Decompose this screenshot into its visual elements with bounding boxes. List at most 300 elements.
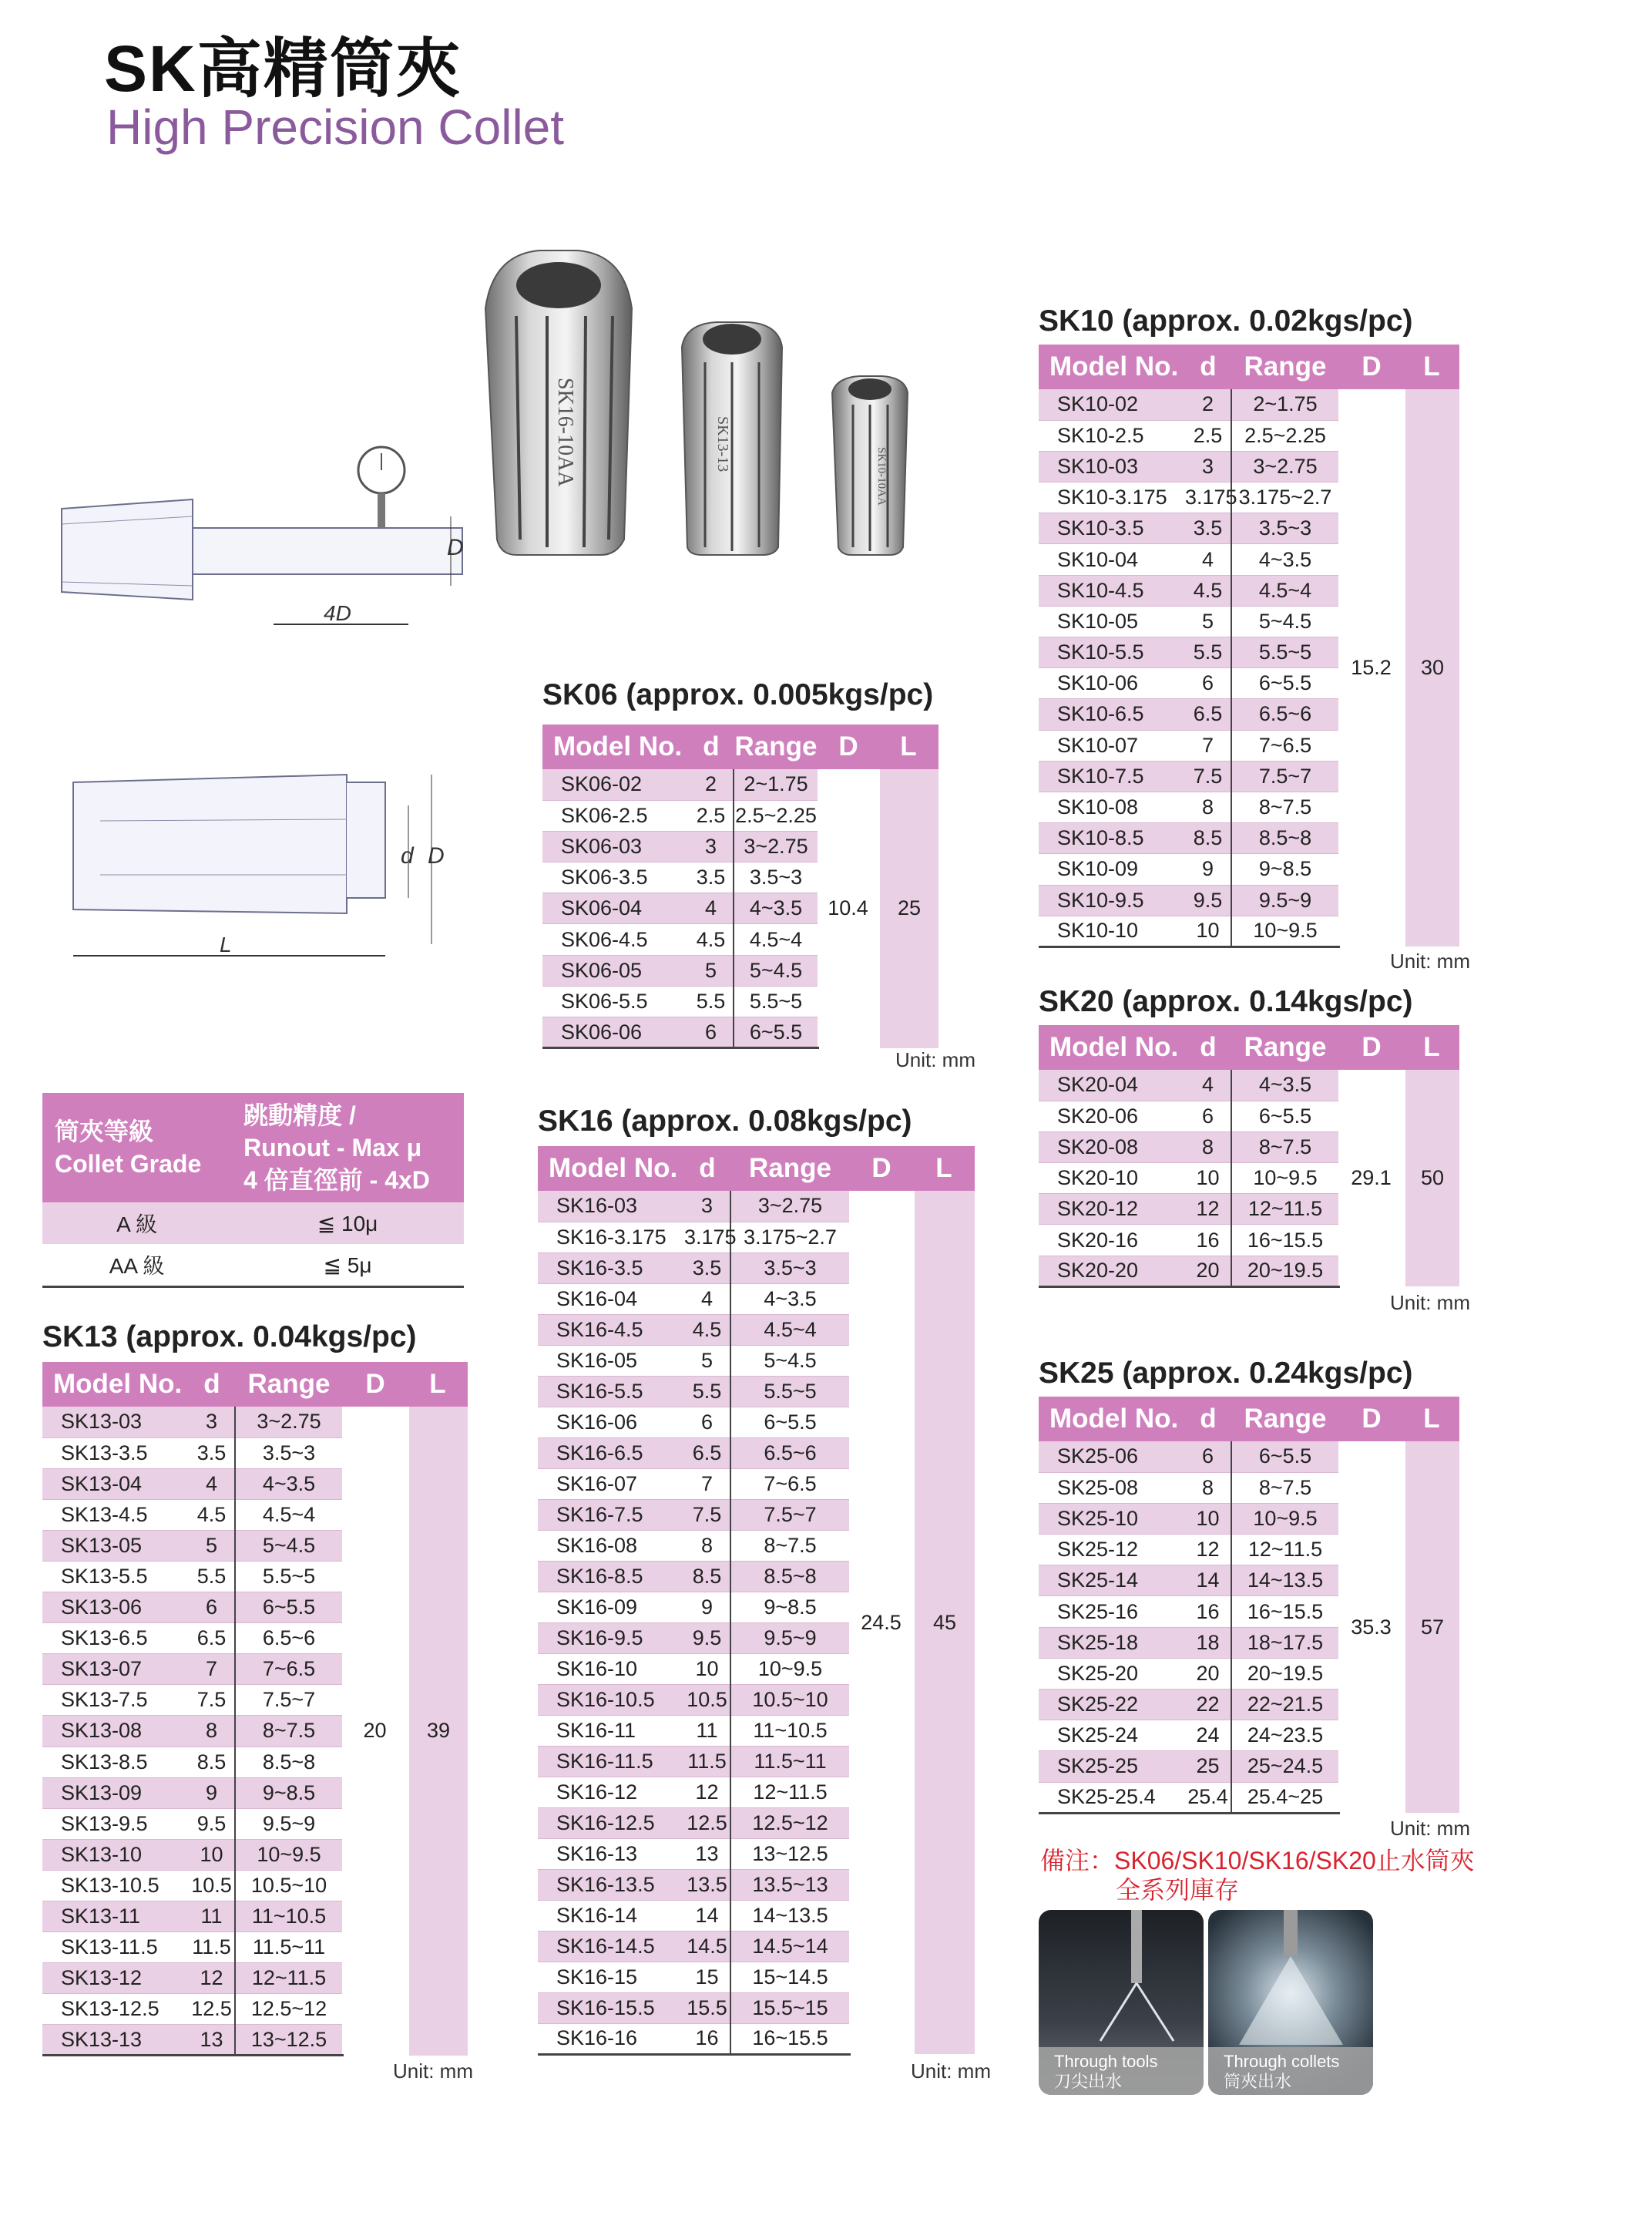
collet-engraving: SK10-10AA [875,447,888,506]
d-cell: 4.5 [1185,575,1231,606]
header-range: Range [734,725,818,769]
d-cell: 25.4 [1185,1782,1231,1813]
header-D: D [1339,345,1404,389]
length-cell: 30 [1404,389,1459,946]
range-cell: 3~2.75 [730,1191,850,1222]
model-cell: SK16-3.175 [538,1222,684,1252]
model-cell: SK06-3.5 [542,862,689,893]
d-cell: 2.5 [689,800,734,831]
range-cell: 3~2.75 [734,831,818,862]
d-cell: 4 [189,1468,235,1499]
range-cell: 16~15.5 [1231,1225,1339,1256]
model-cell: SK25-14 [1039,1565,1185,1596]
table-row [538,1191,975,1222]
range-cell: 7.5~7 [730,1499,850,1530]
d-cell: 10.5 [684,1684,730,1715]
range-cell: 3.175~2.7 [730,1222,850,1252]
range-cell: 6~5.5 [734,1017,818,1048]
model-cell: SK06-02 [542,769,689,800]
range-cell: 6~5.5 [235,1592,343,1623]
model-cell: SK13-5.5 [42,1561,189,1592]
range-cell: 13~12.5 [235,2025,343,2056]
model-cell: SK16-3.5 [538,1252,684,1283]
model-cell: SK20-10 [1039,1163,1185,1194]
outer-diameter-cell: 15.2 [1339,389,1404,946]
range-cell: 4~3.5 [730,1283,850,1314]
d-cell: 2 [1185,389,1231,420]
model-cell: SK13-11 [42,1901,189,1932]
grade-cell: A 級 [42,1202,231,1244]
range-cell: 8.5~8 [235,1747,343,1777]
sk20-table [1039,1025,1459,1288]
model-cell: SK25-08 [1039,1472,1185,1503]
drill-icon [1039,1910,1204,2049]
d-cell: 12 [189,1963,235,1994]
model-cell: SK13-7.5 [42,1685,189,1716]
model-cell: SK10-08 [1039,792,1185,822]
range-cell: 10~9.5 [235,1839,343,1870]
model-cell: SK13-11.5 [42,1932,189,1963]
model-cell: SK25-24 [1039,1720,1185,1751]
range-cell: 22~21.5 [1231,1689,1339,1720]
d-cell: 13.5 [684,1869,730,1900]
length-cell: 39 [408,1407,468,2056]
d-cell: 16 [1185,1225,1231,1256]
model-cell: SK06-03 [542,831,689,862]
length-cell: 45 [913,1191,975,2054]
range-cell: 2~1.75 [1231,389,1339,420]
model-cell: SK10-2.5 [1039,420,1185,451]
range-cell: 4~3.5 [734,893,818,924]
model-cell: SK06-2.5 [542,800,689,831]
d-cell: 3.5 [689,862,734,893]
sk25-table [1039,1397,1459,1814]
header-model: Model No. [1039,345,1185,389]
model-cell: SK25-10 [1039,1503,1185,1534]
d-cell: 18 [1185,1627,1231,1658]
header-model: Model No. [1039,1025,1185,1070]
model-cell: SK16-6.5 [538,1437,684,1468]
model-cell: SK16-12 [538,1777,684,1807]
range-cell: 5~4.5 [730,1345,850,1376]
range-cell: 4.5~4 [734,924,818,955]
length-cell: 50 [1404,1070,1459,1286]
d-cell: 3.175 [1185,482,1231,513]
through-tools-photo [1039,1910,1204,2095]
sk06-table [542,725,938,1049]
d-cell: 9.5 [684,1622,730,1653]
model-cell: SK16-06 [538,1407,684,1437]
model-cell: SK20-20 [1039,1256,1185,1286]
runout-cell: ≦ 10μ [231,1202,464,1244]
range-cell: 13.5~13 [730,1869,850,1900]
range-cell: 8~7.5 [1231,792,1339,822]
collet-engraving: SK16-10AA [553,378,577,487]
d-cell: 12.5 [189,1994,235,2025]
model-cell: SK10-8.5 [1039,823,1185,854]
range-cell: 8~7.5 [235,1716,343,1747]
model-cell: SK20-16 [1039,1225,1185,1256]
header-range: Range [1231,345,1339,389]
header-model: Model No. [42,1362,189,1407]
range-cell: 11.5~11 [235,1932,343,1963]
model-cell: SK06-4.5 [542,924,689,955]
range-cell: 8.5~8 [1231,823,1339,854]
d-cell: 7 [684,1468,730,1499]
unit-label: Unit: mm [1390,950,1470,973]
model-cell: SK25-06 [1039,1441,1185,1472]
model-cell: SK13-06 [42,1592,189,1623]
model-cell: SK16-10 [538,1653,684,1684]
d-cell: 7 [1185,730,1231,761]
coolant-spray-icon [1208,1910,1373,2049]
range-cell: 9~8.5 [235,1777,343,1808]
model-cell: SK13-08 [42,1716,189,1747]
d-cell: 4.5 [689,924,734,955]
range-cell: 2.5~2.25 [734,800,818,831]
d-cell: 12 [684,1777,730,1807]
header-L: L [1404,1397,1459,1441]
model-cell: SK13-07 [42,1654,189,1685]
d-cell: 8.5 [1185,823,1231,854]
d-cell: 6 [1185,1101,1231,1131]
d-cell: 5.5 [689,986,734,1017]
d-cell: 9 [189,1777,235,1808]
model-cell: SK13-3.5 [42,1437,189,1468]
range-cell: 4~3.5 [1231,1070,1339,1101]
model-cell: SK16-04 [538,1283,684,1314]
d-cell: 9.5 [1185,885,1231,916]
outer-diameter-cell: 20 [343,1407,408,2056]
d-cell: 8.5 [684,1561,730,1592]
d-cell: 5.5 [1185,637,1231,668]
range-cell: 5~4.5 [235,1530,343,1561]
sk16-table [538,1146,975,2056]
outer-diameter-cell: 35.3 [1339,1441,1404,1813]
d-cell: 8 [1185,1472,1231,1503]
model-cell: SK16-13.5 [538,1869,684,1900]
range-cell: 15~14.5 [730,1962,850,1992]
d-cell: 3.5 [1185,513,1231,544]
range-cell: 9.5~9 [235,1808,343,1839]
model-cell: SK10-7.5 [1039,761,1185,792]
range-cell: 7.5~7 [235,1685,343,1716]
model-cell: SK13-05 [42,1530,189,1561]
range-cell: 10.5~10 [235,1870,343,1901]
d-cell: 3 [189,1407,235,1437]
d-cell: 4 [689,893,734,924]
d-cell: 20 [1185,1658,1231,1689]
collet-grade-table [42,1093,464,1288]
model-cell: SK13-6.5 [42,1623,189,1654]
model-cell: SK16-7.5 [538,1499,684,1530]
d-cell: 5.5 [189,1561,235,1592]
range-cell: 12~11.5 [730,1777,850,1807]
range-cell: 12~11.5 [1231,1535,1339,1565]
header-d: d [1185,345,1231,389]
d-cell: 6.5 [189,1623,235,1654]
model-cell: SK16-11 [538,1715,684,1746]
d-cell: 5.5 [684,1376,730,1407]
collet-product-image [470,247,994,570]
model-cell: SK16-13 [538,1838,684,1869]
model-cell: SK25-18 [1039,1627,1185,1658]
model-cell: SK10-4.5 [1039,575,1185,606]
d-cell: 6 [684,1407,730,1437]
range-cell: 12~11.5 [235,1963,343,1994]
table-row [542,769,938,800]
sk25-title: SK25 (approx. 0.24kgs/pc) [1039,1357,1413,1390]
d-cell: 7.5 [684,1499,730,1530]
range-cell: 12.5~12 [730,1807,850,1838]
sk20-title: SK20 (approx. 0.14kgs/pc) [1039,985,1413,1018]
d-cell: 8 [189,1716,235,1747]
sk10-table [1039,345,1459,948]
length-cell: 25 [878,769,938,1048]
range-cell: 7~6.5 [730,1468,850,1499]
model-cell: SK20-06 [1039,1101,1185,1131]
range-cell: 4.5~4 [730,1314,850,1345]
d-cell: 24 [1185,1720,1231,1751]
unit-label: Unit: mm [1390,1291,1470,1314]
range-cell: 7~6.5 [235,1654,343,1685]
model-cell: SK13-10 [42,1839,189,1870]
header-D: D [1339,1397,1404,1441]
header-L: L [1404,345,1459,389]
range-cell: 8.5~8 [730,1561,850,1592]
header-range: Range [1231,1397,1339,1441]
d-cell: 3.175 [684,1222,730,1252]
range-cell: 6~5.5 [1231,1101,1339,1131]
range-cell: 25~24.5 [1231,1751,1339,1782]
table-row [1039,1070,1459,1101]
d-cell: 8 [1185,1131,1231,1162]
range-cell: 10~9.5 [1231,1503,1339,1534]
model-cell: SK20-12 [1039,1194,1185,1225]
range-cell: 6~5.5 [730,1407,850,1437]
outer-diameter-cell: 29.1 [1339,1070,1404,1286]
range-cell: 6.5~6 [235,1623,343,1654]
model-cell: SK13-13 [42,2025,189,2056]
d-cell: 14.5 [684,1931,730,1962]
model-cell: SK16-16 [538,2023,684,2054]
range-cell: 4~3.5 [235,1468,343,1499]
dimension-D-label: D [428,843,445,869]
header-range: Range [730,1146,850,1191]
range-cell: 5.5~5 [1231,637,1339,668]
model-cell: SK13-12.5 [42,1994,189,2025]
range-cell: 6.5~6 [730,1437,850,1468]
range-cell: 14~13.5 [1231,1565,1339,1596]
d-cell: 8 [1185,792,1231,822]
d-cell: 11 [189,1901,235,1932]
d-cell: 10 [189,1839,235,1870]
d-cell: 16 [684,2023,730,2054]
range-cell: 3.5~3 [1231,513,1339,544]
model-cell: SK16-09 [538,1592,684,1622]
model-cell: SK10-04 [1039,544,1185,575]
d-cell: 9.5 [189,1808,235,1839]
range-cell: 11.5~11 [730,1746,850,1777]
d-cell: 11 [684,1715,730,1746]
range-cell: 4.5~4 [1231,575,1339,606]
d-cell: 13 [684,1838,730,1869]
range-cell: 25.4~25 [1231,1782,1339,1813]
d-cell: 3 [684,1191,730,1222]
range-cell: 6~5.5 [1231,668,1339,699]
range-cell: 10~9.5 [1231,1163,1339,1194]
model-cell: SK16-08 [538,1530,684,1561]
outer-diameter-cell: 10.4 [818,769,878,1048]
d-cell: 3 [689,831,734,862]
d-cell: 4.5 [684,1314,730,1345]
range-cell: 3~2.75 [1231,451,1339,482]
length-cell: 57 [1404,1441,1459,1813]
through-collets-photo [1208,1910,1373,2095]
range-cell: 6.5~6 [1231,699,1339,730]
model-cell: SK13-03 [42,1407,189,1437]
d-cell: 2.5 [1185,420,1231,451]
header-D: D [850,1146,913,1191]
range-cell: 5~4.5 [734,955,818,986]
d-cell: 3 [1185,451,1231,482]
range-cell: 4~3.5 [1231,544,1339,575]
model-cell: SK10-02 [1039,389,1185,420]
model-cell: SK13-9.5 [42,1808,189,1839]
range-cell: 24~23.5 [1231,1720,1339,1751]
range-cell: 10.5~10 [730,1684,850,1715]
runout-header: 跳動精度 / Runout - Max μ 4 倍直徑前 - 4xD [231,1093,464,1202]
model-cell: SK25-20 [1039,1658,1185,1689]
d-cell: 3.5 [189,1437,235,1468]
range-cell: 14.5~14 [730,1931,850,1962]
d-cell: 20 [1185,1256,1231,1286]
header-model: Model No. [1039,1397,1185,1441]
header-D: D [1339,1025,1404,1070]
d-cell: 4.5 [189,1499,235,1530]
model-cell: SK16-15 [538,1962,684,1992]
model-cell: SK10-05 [1039,606,1185,637]
range-cell: 5~4.5 [1231,606,1339,637]
range-cell: 5.5~5 [235,1561,343,1592]
model-cell: SK16-9.5 [538,1622,684,1653]
header-d: d [689,725,734,769]
model-cell: SK13-09 [42,1777,189,1808]
header-d: d [1185,1025,1231,1070]
range-cell: 20~19.5 [1231,1256,1339,1286]
model-cell: SK16-12.5 [538,1807,684,1838]
model-cell: SK16-03 [538,1191,684,1222]
range-cell: 3.5~3 [235,1437,343,1468]
dimension-L-label: L [220,933,232,957]
d-cell: 2 [689,769,734,800]
model-cell: SK13-8.5 [42,1747,189,1777]
d-cell: 4 [684,1283,730,1314]
model-cell: SK10-10 [1039,916,1185,946]
d-cell: 15 [684,1962,730,1992]
range-cell: 8~7.5 [1231,1472,1339,1503]
model-cell: SK13-4.5 [42,1499,189,1530]
header-model: Model No. [538,1146,684,1191]
header-D: D [818,725,878,769]
range-cell: 11~10.5 [730,1715,850,1746]
d-cell: 13 [189,2025,235,2056]
d-cell: 6 [689,1017,734,1048]
d-cell: 4 [1185,544,1231,575]
range-cell: 9~8.5 [730,1592,850,1622]
d-cell: 5 [189,1530,235,1561]
header-range: Range [235,1362,343,1407]
d-cell: 12 [1185,1535,1231,1565]
range-cell: 4.5~4 [235,1499,343,1530]
header-d: d [684,1146,730,1191]
range-cell: 14~13.5 [730,1900,850,1931]
model-cell: SK06-05 [542,955,689,986]
table-row [1039,1441,1459,1472]
model-cell: SK16-07 [538,1468,684,1499]
dimension-D-label: D [447,535,464,560]
d-cell: 8.5 [189,1747,235,1777]
model-cell: SK06-04 [542,893,689,924]
dimension-d-label: d [401,843,414,869]
unit-label: Unit: mm [393,2059,473,2083]
runout-diagram [54,432,485,647]
model-cell: SK16-8.5 [538,1561,684,1592]
range-cell: 3~2.75 [235,1407,343,1437]
d-cell: 6 [1185,1441,1231,1472]
d-cell: 12 [1185,1194,1231,1225]
sk10-title: SK10 (approx. 0.02kgs/pc) [1039,304,1413,338]
model-cell: SK10-5.5 [1039,637,1185,668]
d-cell: 10 [1185,916,1231,946]
range-cell: 9.5~9 [730,1622,850,1653]
d-cell: 12.5 [684,1807,730,1838]
range-cell: 2.5~2.25 [1231,420,1339,451]
d-cell: 7 [189,1654,235,1685]
d-cell: 22 [1185,1689,1231,1720]
range-cell: 5.5~5 [730,1376,850,1407]
range-cell: 5.5~5 [734,986,818,1017]
range-cell: 10~9.5 [1231,916,1339,946]
d-cell: 11.5 [189,1932,235,1963]
model-cell: SK10-09 [1039,854,1185,885]
sk16-title: SK16 (approx. 0.08kgs/pc) [538,1104,912,1138]
unit-label: Unit: mm [911,2059,991,2083]
range-cell: 7.5~7 [1231,761,1339,792]
d-cell: 11.5 [684,1746,730,1777]
header-D: D [343,1362,408,1407]
range-cell: 16~15.5 [730,2023,850,2054]
range-cell: 8~7.5 [1231,1131,1339,1162]
page-subtitle: High Precision Collet [106,99,565,155]
collet-engraving: SK13-13 [714,416,731,472]
model-cell: SK10-3.5 [1039,513,1185,544]
model-cell: SK16-14.5 [538,1931,684,1962]
range-cell: 12.5~12 [235,1994,343,2025]
model-cell: SK10-6.5 [1039,699,1185,730]
page-title: SK高精筒夾 [104,32,462,105]
range-cell: 7~6.5 [1231,730,1339,761]
sk13-table [42,1362,468,2056]
d-cell: 14 [1185,1565,1231,1596]
d-cell: 6 [189,1592,235,1623]
d-cell: 7.5 [189,1685,235,1716]
model-cell: SK10-3.175 [1039,482,1185,513]
range-cell: 18~17.5 [1231,1627,1339,1658]
grade-cell: AA 級 [42,1244,231,1287]
header-L: L [913,1146,975,1191]
model-cell: SK25-22 [1039,1689,1185,1720]
